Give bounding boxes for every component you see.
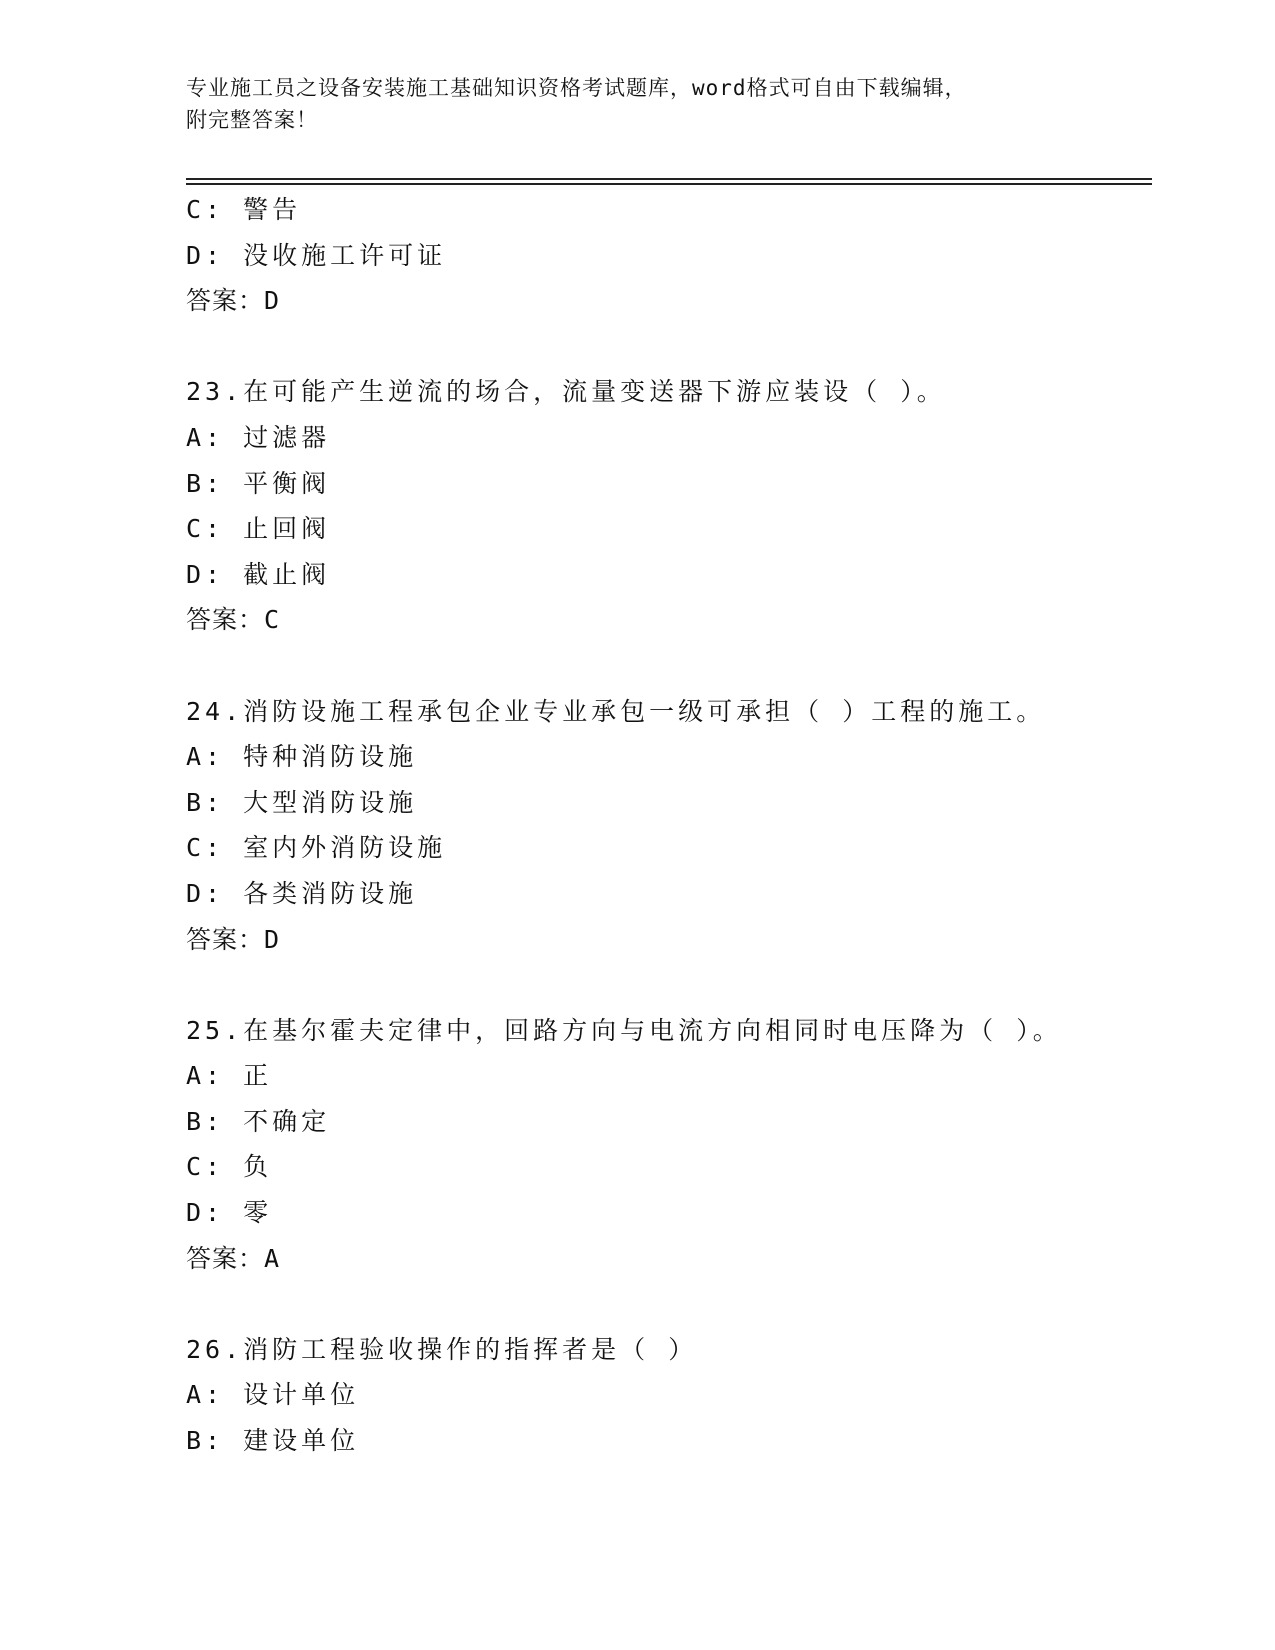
option-a	[186, 1372, 1166, 1418]
option-a	[186, 734, 1166, 780]
option-a	[186, 415, 1166, 461]
question-26	[186, 1327, 1166, 1464]
answer-label: 答案：	[186, 605, 265, 635]
option-a	[186, 1053, 1166, 1099]
option-key: A:	[186, 742, 225, 772]
option-key: C:	[186, 1152, 225, 1182]
option-key: C:	[186, 195, 225, 224]
question-stem: 24.消防设施工程承包企业专业承包一级可承担（ ）工程的施工。	[186, 696, 1046, 726]
question-stem: 26.消防工程验收操作的指挥者是（ ）	[186, 1334, 698, 1364]
question-stem: 23.在可能产生逆流的场合，流量变送器下游应装设（ ）。	[186, 377, 946, 407]
option-text: 零	[243, 1198, 273, 1228]
option-key: B:	[186, 1426, 225, 1456]
option-key: B:	[186, 1106, 225, 1136]
option-text: 大型消防设施	[243, 787, 418, 817]
option-text: 设计单位	[243, 1380, 360, 1410]
answer-label: 答案：	[186, 286, 265, 316]
spacer	[186, 962, 1166, 1008]
answer-line	[186, 1236, 1166, 1282]
option-key: A:	[186, 1380, 225, 1410]
answer-value: D	[264, 924, 281, 954]
option-d	[186, 552, 1166, 598]
header-rule-top	[186, 178, 1152, 180]
option-text: 截止阀	[243, 559, 331, 589]
option-text: 没收施工许可证	[243, 240, 447, 270]
option-c	[186, 506, 1166, 552]
option-key: C:	[186, 833, 225, 863]
option-text: 室内外消防设施	[243, 833, 447, 863]
option-text: 各类消防设施	[243, 878, 418, 908]
option-key: C:	[186, 514, 225, 544]
option-key: D:	[186, 240, 225, 270]
option-b	[186, 1099, 1166, 1145]
option-key: D:	[186, 878, 225, 908]
question-stem: 25.在基尔霍夫定律中，回路方向与电流方向相同时电压降为（ ）。	[186, 1015, 1062, 1045]
answer-line	[186, 917, 1166, 963]
option-key: A:	[186, 1061, 225, 1091]
option-text: 建设单位	[243, 1426, 360, 1456]
answer-label: 答案：	[186, 1243, 265, 1273]
question-fragment	[186, 187, 1166, 324]
answer-label: 答案：	[186, 924, 265, 954]
document-header	[186, 72, 1066, 136]
spacer	[186, 643, 1166, 689]
option-b	[186, 780, 1166, 826]
question-list	[186, 187, 1166, 1464]
option-text: 过滤器	[243, 422, 331, 452]
header-rule-bottom	[186, 183, 1152, 185]
option-text: 警告	[243, 195, 302, 224]
option-d	[186, 1190, 1166, 1236]
option-d	[186, 871, 1166, 917]
option-c	[186, 825, 1166, 871]
option-d	[186, 233, 1166, 279]
answer-value: A	[264, 1243, 281, 1273]
answer-value: C	[264, 605, 281, 635]
option-text: 正	[243, 1061, 273, 1091]
answer-line	[186, 597, 1166, 643]
option-b	[186, 461, 1166, 507]
spacer	[186, 324, 1166, 370]
option-text: 止回阀	[243, 514, 331, 544]
option-c	[186, 1144, 1166, 1190]
option-c	[186, 187, 1166, 233]
option-key: D:	[186, 1198, 225, 1228]
header-title-line-2: 附完整答案！	[186, 108, 318, 132]
option-key: B:	[186, 787, 225, 817]
option-key: D:	[186, 559, 225, 589]
spacer	[186, 1281, 1166, 1327]
option-text: 平衡阀	[243, 468, 331, 498]
option-text: 不确定	[243, 1106, 331, 1136]
question-25	[186, 1008, 1166, 1282]
answer-value: D	[264, 286, 281, 316]
option-key: B:	[186, 468, 225, 498]
answer-line	[186, 278, 1166, 324]
option-b	[186, 1418, 1166, 1464]
question-23	[186, 369, 1166, 643]
header-title-line-1: 专业施工员之设备安装施工基础知识资格考试题库，word格式可自由下载编辑，	[186, 76, 967, 100]
option-text: 负	[243, 1152, 273, 1182]
option-text: 特种消防设施	[243, 742, 418, 772]
question-24	[186, 689, 1166, 963]
option-key: A:	[186, 422, 225, 452]
